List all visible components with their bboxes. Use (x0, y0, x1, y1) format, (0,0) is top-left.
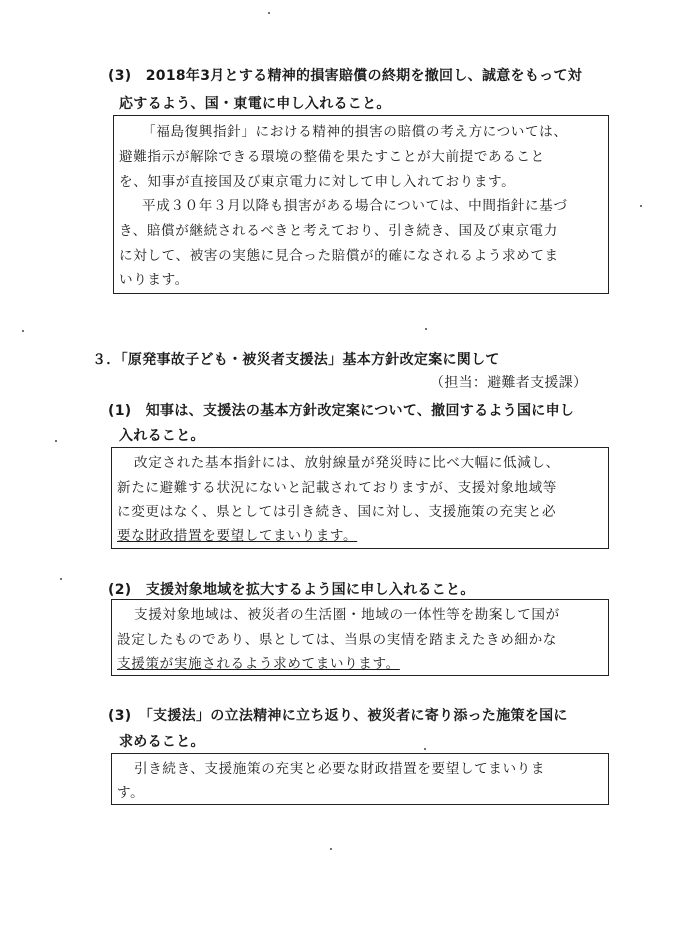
scan-speck (424, 748, 426, 750)
answer-line: 支援対象地域は、被災者の生活圏・地域の一体性等を勘案して国が (134, 607, 560, 623)
request-3b-line-2: 求めること。 (119, 734, 205, 750)
request-1-line-2: 入れること。 (119, 428, 205, 444)
answer-line: 「福島復興指針」における精神的損害の賠償の考え方については、 (142, 124, 568, 140)
request-1-line-1: (1) 知事は、支援法の基本方針改定案について、撤回するよう国に申し (108, 403, 575, 419)
answer-line: 新たに避難する状況にないと記載されておりますが、支援対象地域等 (117, 480, 558, 496)
answer-line: 支援策が実施されるよう求めてまいります。 (117, 656, 400, 672)
scan-speck (55, 440, 57, 442)
scan-speck (268, 12, 270, 14)
answer-line: を、知事が直接国及び東京電力に対して申し入れております。 (119, 174, 516, 190)
section-heading: ３．「原発事故子ども・被災者支援法」基本方針改定案に関して (92, 352, 500, 368)
department-label: （担当：避難者支援課） (430, 375, 588, 391)
scan-speck (22, 330, 24, 332)
answer-line: 引き続き、支援施策の充実と必要な財政措置を要望してまいりま (134, 761, 546, 777)
answer-line: 避難指示が解除できる環境の整備を果たすことが大前提であること (119, 149, 545, 165)
answer-line: 改定された基本指針には、放射線量が発災時に比べ大幅に低減し、 (134, 455, 560, 471)
request-2-line-1: (2) 支援対象地域を拡大するよう国に申し入れること。 (108, 582, 475, 598)
answer-line: に変更はなく、県としては引き続き、国に対し、支援施策の充実と必 (117, 504, 557, 520)
answer-line: す。 (117, 785, 145, 801)
answer-line: 平成３０年３月以降も損害がある場合については、中間指針に基づ (142, 198, 568, 214)
answer-line: 設定したものであり、県としては、当県の実情を踏まえたきめ細かな (117, 632, 558, 648)
scan-speck (60, 578, 62, 580)
answer-box-2 (111, 599, 609, 676)
request-3-line-1: (3) 2018年3月とする精神的損害賠償の終期を撤回し、誠意をもって対 (108, 68, 583, 84)
request-3-line-2: 応するよう、国・東電に申し入れること。 (119, 96, 391, 112)
answer-line: いります。 (119, 272, 189, 288)
scan-speck (330, 848, 332, 850)
scan-speck (425, 328, 427, 330)
answer-line: き、賠償が継続されるべきと考えており、引き続き、国及び東京電力 (119, 223, 558, 239)
scan-speck (640, 205, 642, 207)
answer-box-3 (111, 753, 609, 805)
answer-line: 要な財政措置を要望してまいります。 (117, 528, 358, 544)
answer-box-top (113, 115, 609, 294)
answer-line: に対して、被害の実態に見合った賠償が的確になされるよう求めてま (119, 248, 559, 264)
request-3b-line-1: (3) 「支援法」の立法精神に立ち返り、被災者に寄り添った施策を国に (108, 708, 568, 724)
answer-box-1 (111, 447, 609, 549)
